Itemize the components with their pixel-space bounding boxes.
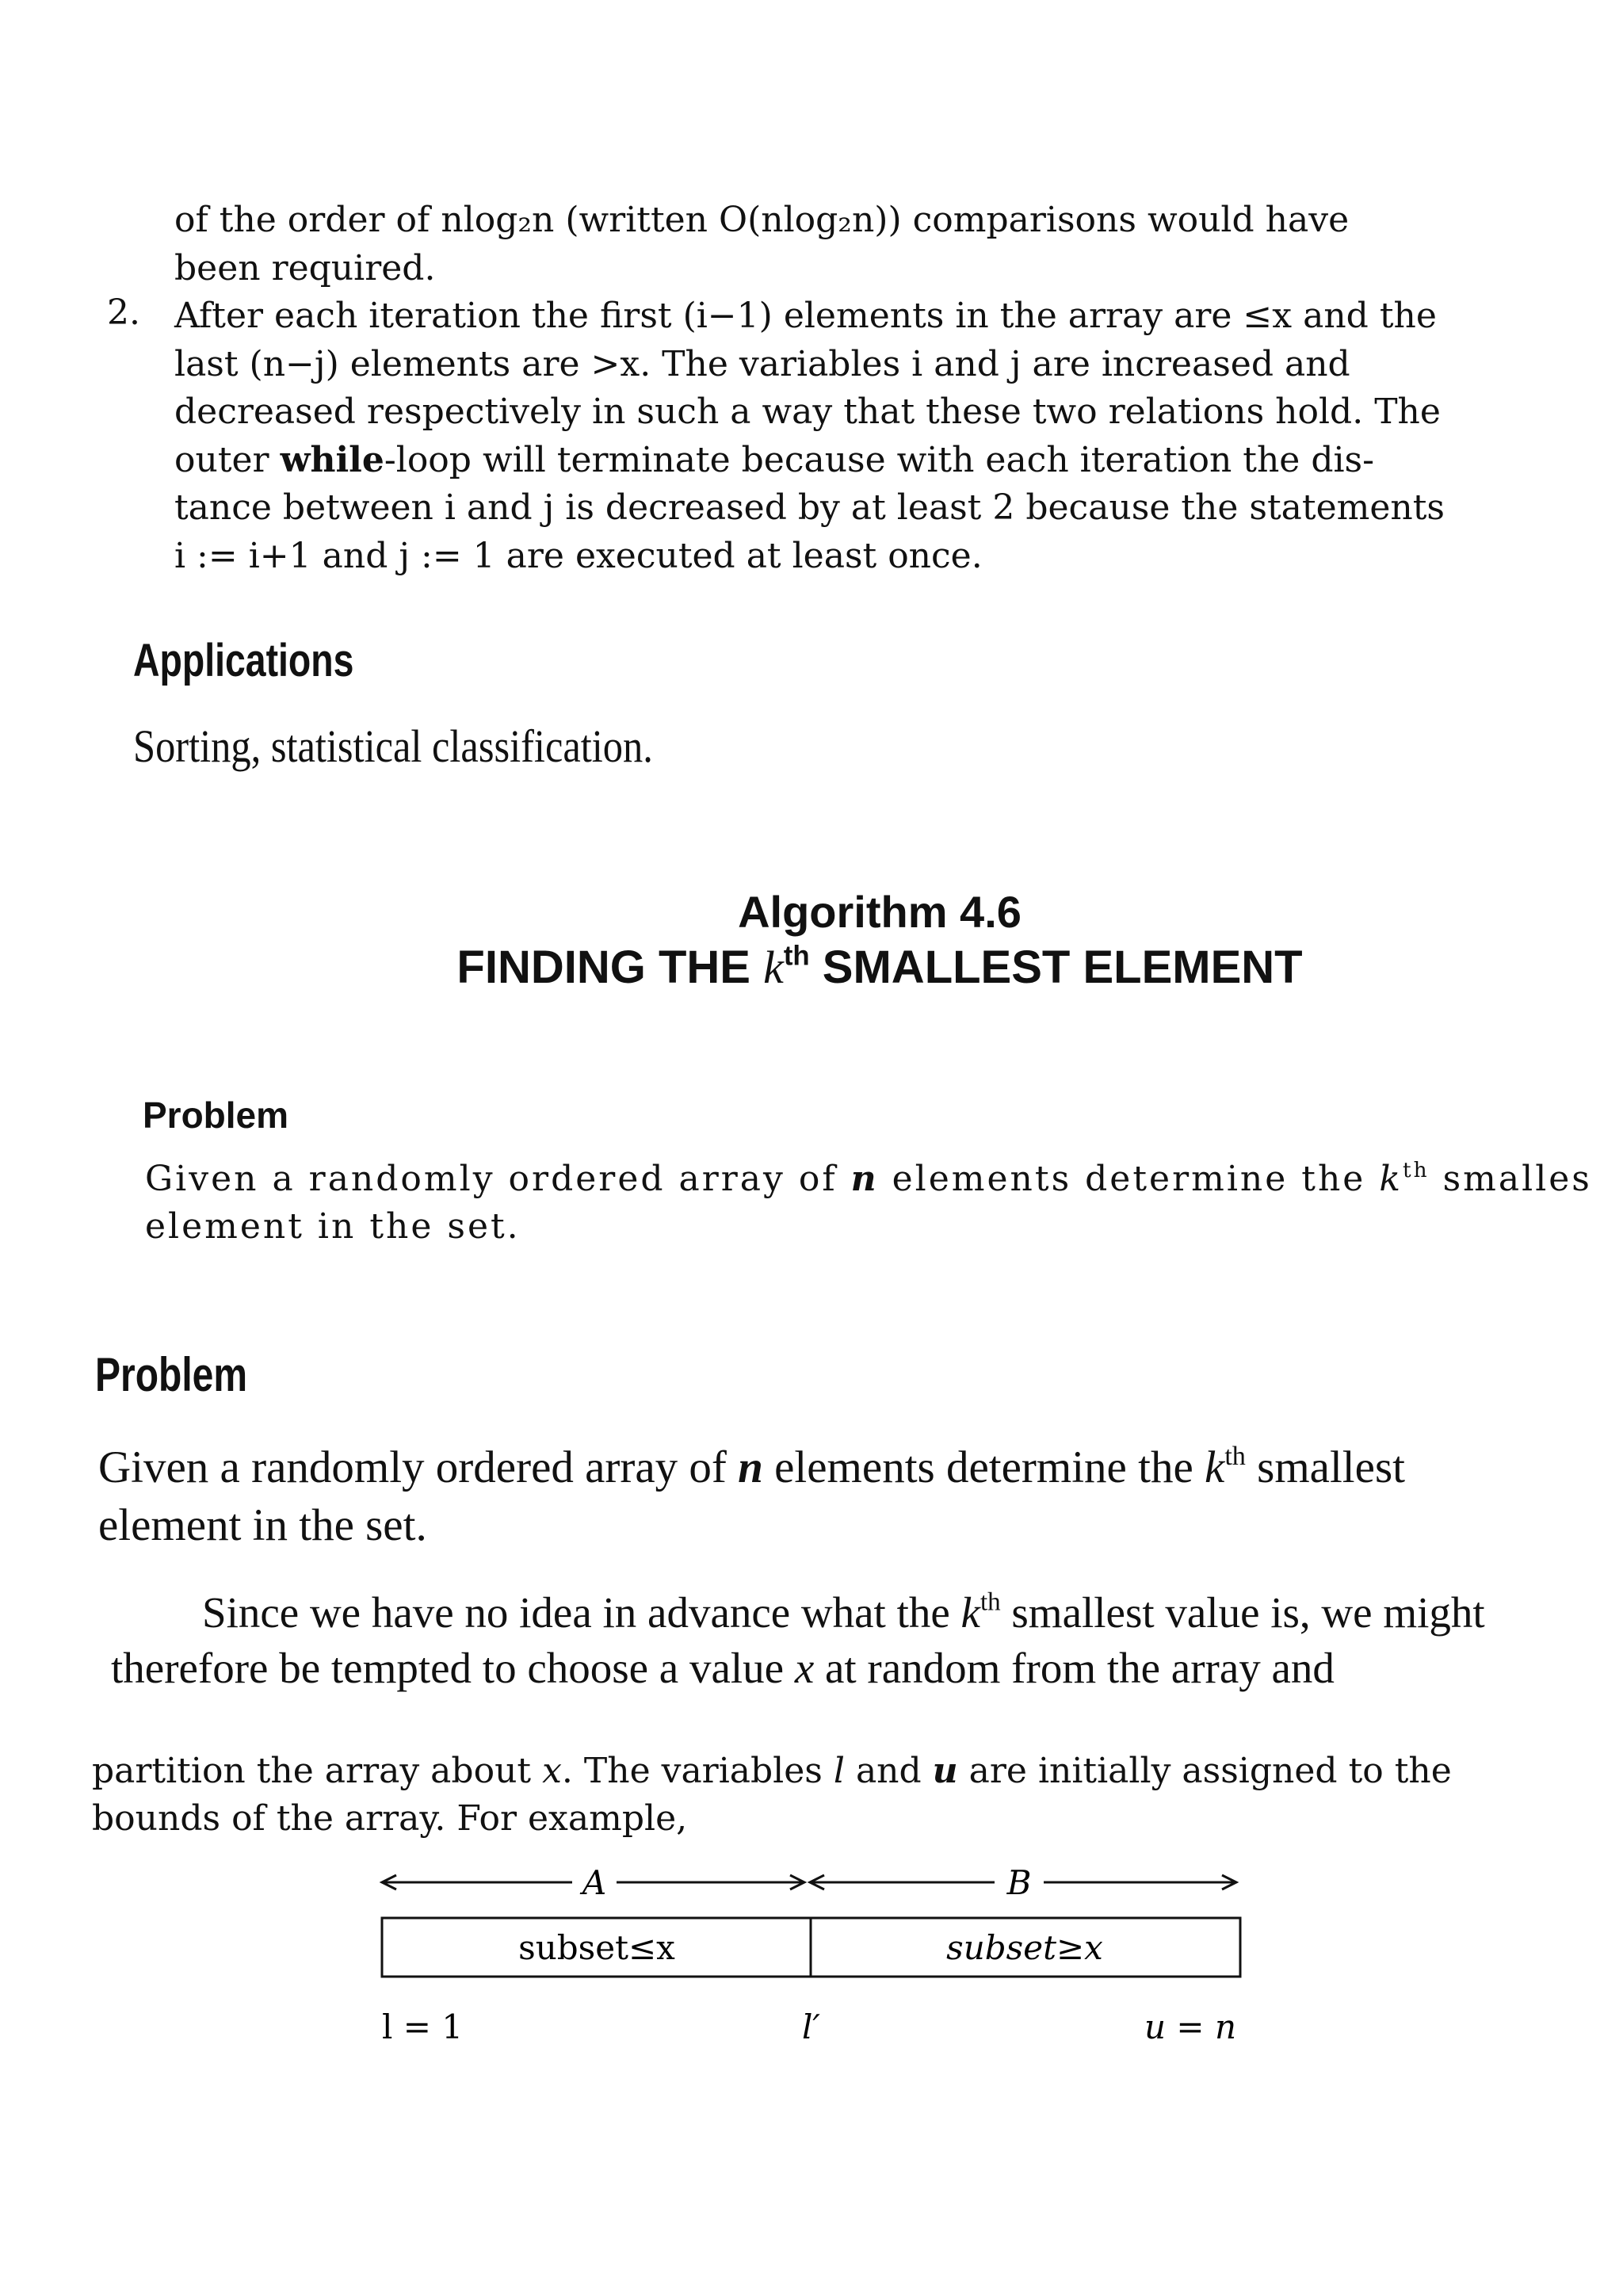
applications-heading: Applications (133, 635, 354, 686)
text-fragment: Given a randomly ordered array of (145, 1159, 851, 1199)
text-fragment: smalles (1429, 1159, 1592, 1199)
text-line: of the order of nlog₂n (written O(nlog₂n)) comparisons would have (174, 200, 1350, 240)
keyword-while: while (280, 439, 384, 480)
var-x: x (542, 1751, 562, 1791)
var-k: k (1205, 1442, 1225, 1492)
sup-th: th (1402, 1157, 1430, 1182)
text-fragment: and (844, 1751, 933, 1791)
text-line: After each iteration the first (i−1) elements in the array are ≤x and the (174, 296, 1437, 336)
text-line: decreased respectively in such a way that these two relations hold. The (174, 392, 1441, 432)
var-k: k (960, 1588, 980, 1637)
problem-heading-large: Problem (95, 1348, 248, 1401)
text-fragment: outer (174, 439, 281, 480)
var-u: u (932, 1751, 958, 1791)
text-fragment: are initially assigned to the (957, 1751, 1452, 1791)
sup-th: th (1224, 1441, 1246, 1471)
var-k: k (1379, 1159, 1403, 1199)
text-line: i := i+1 and j := 1 are executed at least once. (174, 535, 983, 576)
list-item-number: 2. (107, 292, 140, 333)
sup-th: th (980, 1587, 1001, 1617)
title-th: th (783, 940, 810, 972)
var-n: n (850, 1159, 879, 1199)
title-k: k (763, 942, 784, 993)
text-line: bounds of the array. For example, (92, 1798, 688, 1839)
text-fragment: Since we have no idea in advance what the (202, 1588, 961, 1637)
text-line: element in the set. (98, 1500, 427, 1550)
label-l-prime: l′ (802, 2008, 820, 2046)
var-x: x (794, 1644, 815, 1692)
text-fragment: smallest (1245, 1442, 1405, 1492)
text-fragment: -loop will terminate because with each iteration the dis- (384, 439, 1374, 480)
text-fragment: elements determine the (762, 1442, 1205, 1492)
text-fragment: therefore be tempted to choose a value (111, 1644, 795, 1692)
var-n: n (738, 1442, 763, 1492)
text-fragment: elements determine the (878, 1159, 1380, 1199)
text-fragment: . The variables (561, 1751, 834, 1791)
text-fragment: partition the array about (92, 1751, 543, 1791)
cell-left-label: subset≤x (518, 1928, 675, 1967)
text-line: last (n−j) elements are >x. The variables i and j are increased and (174, 343, 1350, 384)
problem-heading-small: Problem (143, 1095, 289, 1136)
text-fragment: smallest value is, we might (1000, 1588, 1485, 1637)
var-l: l (833, 1751, 845, 1791)
text-line: tance between i and j is decreased by at least 2 because the statements (174, 487, 1445, 528)
label-a: A (582, 1863, 607, 1902)
algorithm-number: Algorithm 4.6 (738, 887, 1022, 937)
title-fragment: FINDING THE (456, 942, 764, 993)
cell-right-label: subset≥x (946, 1928, 1103, 1967)
text-fragment: Given a randomly ordered array of (98, 1442, 739, 1492)
applications-text: Sorting, statistical classification. (133, 720, 653, 772)
label-b: B (1006, 1863, 1032, 1902)
title-fragment: SMALLEST ELEMENT (809, 942, 1303, 993)
text-fragment: at random from the array and (814, 1644, 1335, 1692)
label-l-equals-1: l = 1 (382, 2008, 464, 2046)
label-u-equals-n: u = n (1144, 2008, 1236, 2046)
text-line: element in the set. (145, 1206, 521, 1247)
text-line: been required. (174, 247, 436, 288)
